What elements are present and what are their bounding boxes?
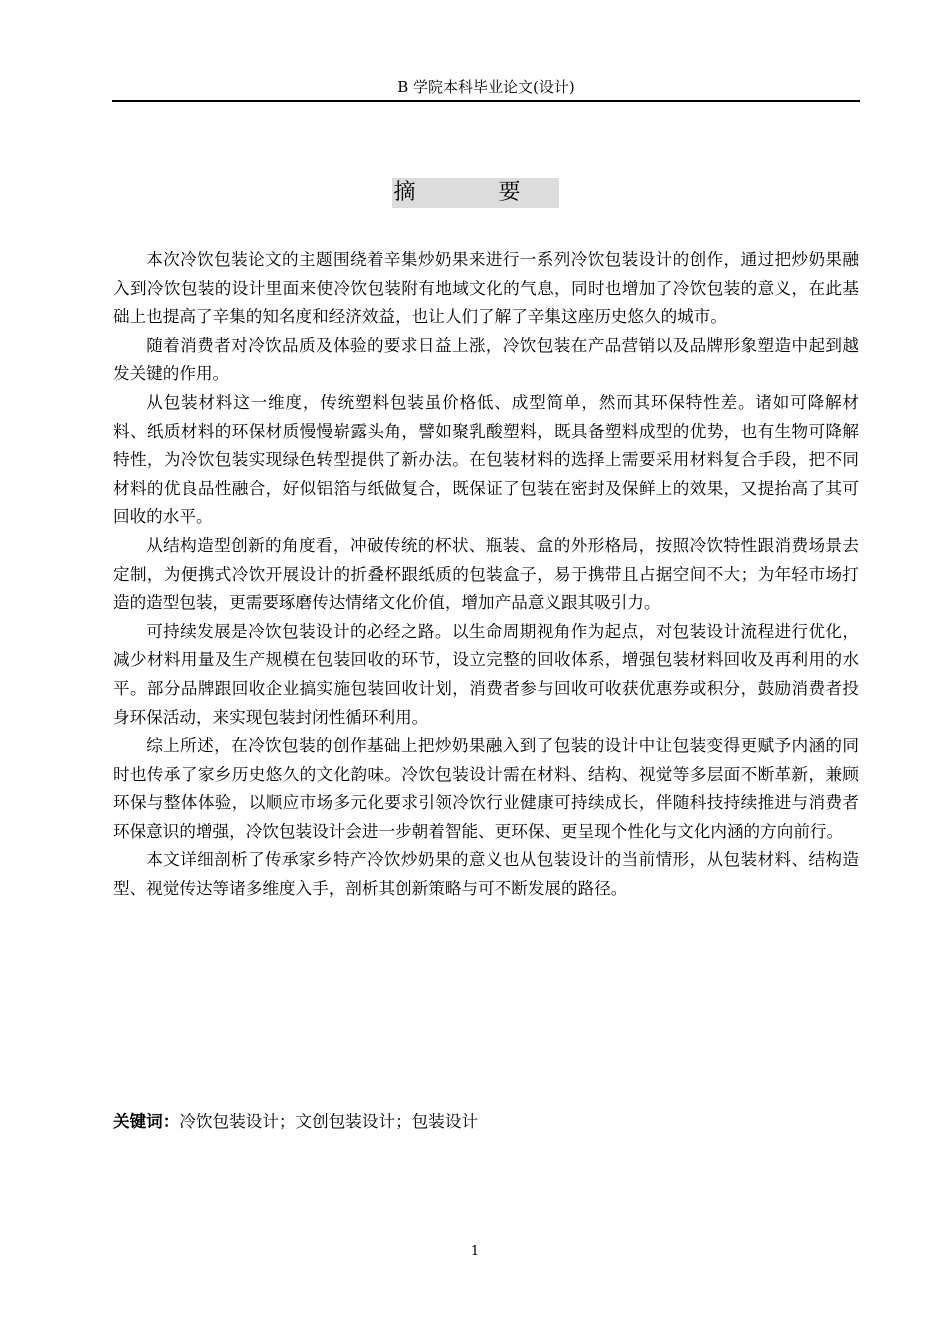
paragraph: 从结构造型创新的角度看，冲破传统的杯状、瓶装、盒的外形格局，按照冷饮特性跟消费场景去定制，为便携式冷饮开展设计的折叠杯跟纸质的包装盒子，易于携带且占据空间不大；为年轻市场打造的造型包装，更需要琢磨传达情绪文化价值，增加产品意义跟其吸引力。 [113, 535, 859, 613]
abstract-body [113, 246, 859, 904]
keywords-line [113, 1108, 859, 1136]
running-header: B 学院本科毕业论文(设计) [397, 78, 575, 96]
header-rule [112, 100, 860, 102]
paragraph: 随着消费者对冷饮品质及体验的要求日益上涨，冷饮包装在产品营销以及品牌形象塑造中起到越发关键的作用。 [113, 335, 859, 384]
paragraph: 从包装材料这一维度，传统塑料包装虽价格低、成型简单，然而其环保特性差。诸如可降解材料、纸质材料的环保材质慢慢崭露头角，譬如聚乳酸塑料，既具备塑料成型的优势，也有生物可降解特性，为冷饮包装实现绿色转型提供了新办法。在包装材料的选择上需要采用材料复合手段，把不同材料的优良品性融合，好似铝箔与纸做复合，既保证了包装在密封及保鲜上的效果，又提抬高了其可回收的水平。 [113, 392, 859, 527]
keywords-label: 关键词： [113, 1112, 180, 1131]
paragraph: 本文详细剖析了传承家乡特产冷饮炒奶果的意义也从包装设计的当前情形，从包装材料、结构造型、视觉传达等诸多维度入手，剖析其创新策略与可不断发展的路径。 [113, 850, 859, 899]
abstract-title-block [0, 178, 950, 208]
paragraph: 本次冷饮包装论文的主题围绕着辛集炒奶果来进行一系列冷饮包装设计的创作，通过把炒奶果融入到冷饮包装的设计里面来使冷饮包装附有地域文化的气息，同时也增加了冷饮包装的意义，在此基础上也提高了辛集的知名度和经济效益，也让人们了解了辛集这座历史悠久的城市。 [113, 250, 859, 327]
page-number: 1 [470, 1244, 480, 1259]
abstract-title: 摘 要 [392, 178, 559, 208]
paragraph: 可持续发展是冷饮包装设计的必经之路。以生命周期视角作为起点，对包装设计流程进行优化，减少材料用量及生产规模在包装回收的环节，设立完整的回收体系，增强包装材料回收及再利用的水平。部分品牌跟回收企业搞实施包装回收计划，消费者参与回收可收获优惠券或积分，鼓励消费者投身环保活动，来实现包装封闭性循环利用。 [113, 621, 859, 727]
keywords-value: 冷饮包装设计；文创包装设计；包装设计 [179, 1112, 479, 1131]
paragraph: 综上所述，在冷饮包装的创作基础上把炒奶果融入到了包装的设计中让包装变得更赋予内涵的同时也传承了家乡历史悠久的文化韵味。冷饮包装设计需在材料、结构、视觉等多层面不断革新，兼顾环保与整体体验，以顺应市场多元化要求引领冷饮行业健康可持续成长，伴随科技持续推进与消费者环保意识的增强，冷饮包装设计会进一步朝着智能、更环保、更呈现个性化与文化内涵的方向前行。 [113, 736, 859, 841]
